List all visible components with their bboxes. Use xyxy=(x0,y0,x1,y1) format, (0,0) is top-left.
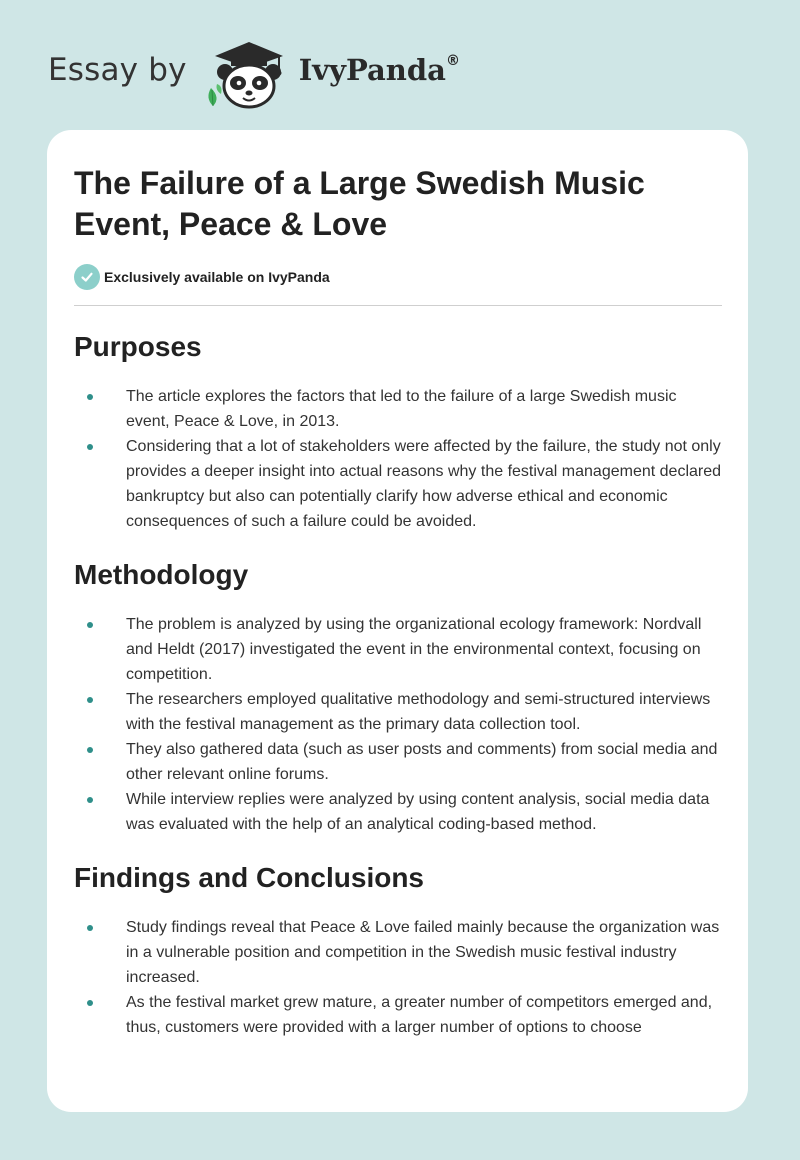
list-item xyxy=(74,737,722,787)
bullet-dot xyxy=(87,697,93,703)
section-heading-purposes: Purposes xyxy=(74,331,202,362)
title-divider xyxy=(74,305,722,306)
essay-title: The Failure of a Large Swedish Music Event, Peace & Love xyxy=(74,165,645,242)
methodology-list xyxy=(74,612,722,837)
brand-text: IvyPanda xyxy=(298,53,446,87)
essay-by-label: Essay by xyxy=(48,52,187,88)
bullet-dot xyxy=(87,622,93,628)
exclusive-text: Exclusively available on IvyPanda xyxy=(104,269,330,285)
purposes-list xyxy=(74,384,722,534)
list-item xyxy=(74,687,722,737)
list-item-text: The problem is analyzed by using the organizational ecology framework: Nordvall and Heldt (2017) investigated the event in the environmental context, focusing on competition. xyxy=(126,616,702,683)
list-item-text: Study findings reveal that Peace & Love failed mainly because the organization was in a vulnerable position and competition in the Swedish music festival industry increased. xyxy=(126,919,720,986)
list-item-text: The article explores the factors that led to the failure of a large Swedish music event, Peace & Love, in 2013. xyxy=(126,388,677,430)
essay-card xyxy=(47,130,748,1112)
registered-mark: ® xyxy=(445,53,460,70)
site-header xyxy=(48,30,460,110)
panda-graduate-logo-icon xyxy=(201,30,293,110)
list-item-text: They also gathered data (such as user posts and comments) from social media and other relevant online forums. xyxy=(126,741,718,783)
bullet-dot xyxy=(87,444,93,450)
list-item xyxy=(74,990,722,1040)
section-heading-methodology: Methodology xyxy=(74,559,249,590)
findings-list xyxy=(74,915,722,1040)
list-item xyxy=(74,787,722,837)
list-item xyxy=(74,915,722,990)
section-heading-findings: Findings and Conclusions xyxy=(74,862,424,893)
list-item-text: While interview replies were analyzed by using content analysis, social media data was evaluated with the help of an analytical coding-based method. xyxy=(126,791,710,833)
check-circle-icon xyxy=(74,264,100,290)
list-item-text: As the festival market grew mature, a greater number of competitors emerged and, thus, customers were provided with a larger number of options to choose xyxy=(126,994,713,1036)
bullet-dot xyxy=(87,1000,93,1006)
list-item-text: The researchers employed qualitative methodology and semi-structured interviews with the festival management as the primary data collection tool. xyxy=(126,691,711,733)
list-item xyxy=(74,434,722,534)
bullet-dot xyxy=(87,747,93,753)
exclusive-badge xyxy=(74,263,722,291)
bullet-dot xyxy=(87,394,93,400)
list-item xyxy=(74,612,722,687)
bullet-dot xyxy=(87,797,93,803)
bullet-dot xyxy=(87,925,93,931)
brand-name[interactable] xyxy=(299,53,460,87)
list-item-text: Considering that a lot of stakeholders were affected by the failure, the study not only provides a deeper insight into actual reasons why the festival management declared bankruptcy but also can potentially clarify how adverse ethical and economic consequences of such a failure could be avoided. xyxy=(126,438,722,530)
list-item xyxy=(74,384,722,434)
